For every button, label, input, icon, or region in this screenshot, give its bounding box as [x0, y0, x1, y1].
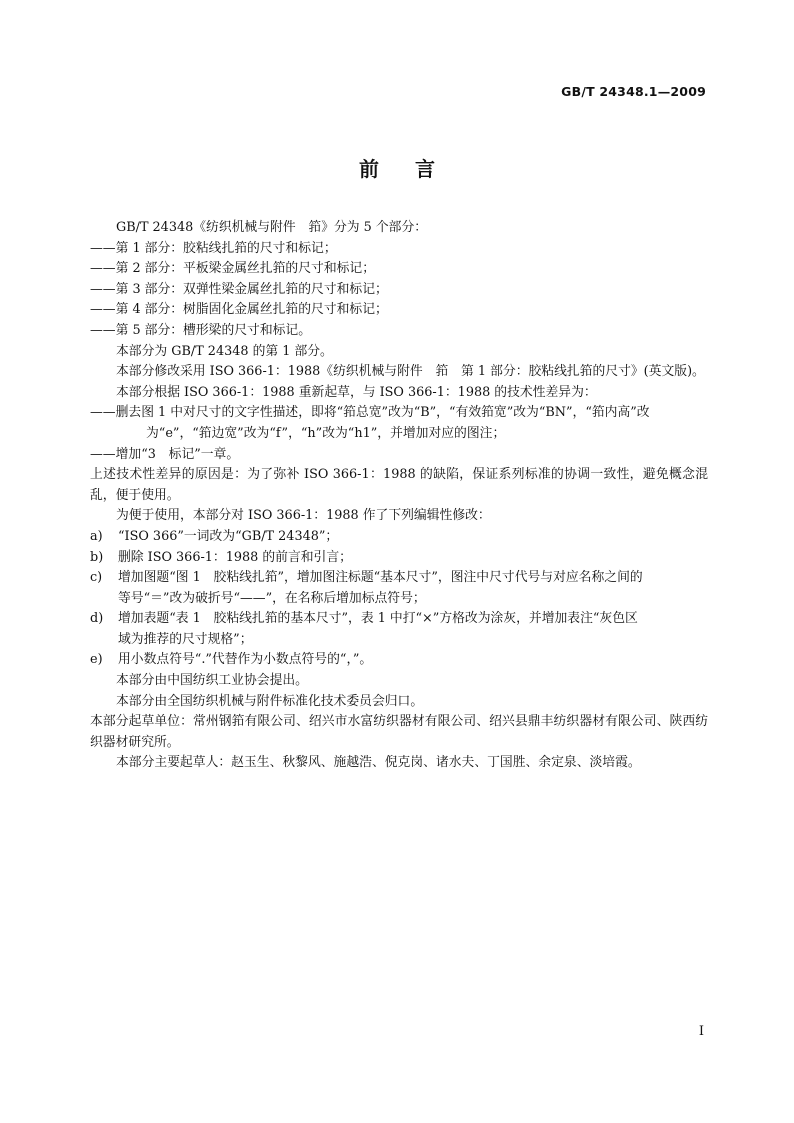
drafters-paragraph: 本部分主要起草人：赵玉生、秋黎风、施越浩、倪克岗、诸水夫、丁国胜、余定泉、淡培霞。: [116, 755, 641, 771]
item-label: c): [90, 570, 103, 586]
centralized-paragraph: 本部分由全国纺织机械与附件标准化技术委员会归口。: [116, 693, 424, 709]
list-item: ——第 2 部分：平板梁金属丝扎筘的尺寸和标记；: [90, 261, 376, 277]
list-item: ——第 5 部分：槽形梁的尺寸和标记。: [90, 322, 312, 338]
this-part-paragraph: 本部分为 GB/T 24348 的第 1 部分。: [116, 343, 333, 359]
item-text: 用小数点符号“.”代替作为小数点符号的“，”。: [118, 652, 373, 668]
drafting-units-paragraph: 本部分起草单位：常州钢筘有限公司、绍兴市水富纺织器材有限公司、绍兴县鼎丰纺织器材有限公司、陕西纺织器材研究所。: [90, 714, 708, 750]
item-label: e): [90, 652, 103, 668]
list-item: ——第 1 部分：胶粘线扎筘的尺寸和标记；: [90, 240, 337, 256]
differences-paragraph: 本部分根据 ISO 366-1：1988 重新起草，与 ISO 366-1：1988 的技术性差异为：: [116, 384, 597, 400]
adoption-paragraph: 本部分修改采用 ISO 366-1：1988《纺织机械与附件 筘 第 1 部分：胶粘线扎筘的尺寸》(英文版)。: [116, 364, 705, 380]
item-label: a): [90, 528, 103, 544]
editorial-item: [90, 609, 708, 650]
difference-item: ——删去图 1 中对尺寸的文字性描述，即将“筘总宽”改为“B”，“有效筘宽”改为“BN”，“筘内高”改: [90, 405, 650, 421]
page-number: I: [698, 1024, 704, 1039]
standard-number: GB/T 24348.1—2009: [561, 84, 706, 99]
item-text: 删除 ISO 366-1：1988 的前言和引言；: [118, 549, 352, 565]
proposed-paragraph: 本部分由中国纺织工业协会提出。: [116, 673, 308, 689]
editorial-paragraph: 为便于使用，本部分对 ISO 366-1：1988 作了下列编辑性修改：: [116, 508, 491, 524]
difference-item-continued: 为“e”，“筘边宽”改为“f”，“h”改为“h1”，并增加对应的图注；: [146, 425, 506, 441]
item-text: 增加表题“表 1 胶粘线扎筘的基本尺寸”，表 1 中打“×”方格改为涂灰，并增加表注“灰色区: [118, 611, 638, 627]
item-text: “ISO 366”一词改为“GB/T 24348”；: [118, 528, 339, 544]
page-title: 前言: [359, 157, 471, 181]
list-item: ——第 3 部分：双弹性梁金属丝扎筘的尺寸和标记；: [90, 281, 388, 297]
editorial-item: [90, 650, 708, 671]
item-text-continued: 等号“＝”改为破折号“——”，在名称后增加标点符号；: [118, 590, 426, 606]
difference-item: ——增加“3 标记”一章。: [90, 446, 240, 462]
reason-paragraph: 上述技术性差异的原因是：为了弥补 ISO 366-1：1988 的缺陷，保证系列标准的协调一致性，避免概念混乱，便于使用。: [90, 467, 708, 503]
item-text-continued: 域为推荐的尺寸规格”；: [118, 631, 253, 647]
list-item: ——第 4 部分：树脂固化金属丝扎筘的尺寸和标记；: [90, 302, 388, 318]
intro-paragraph: GB/T 24348《纺织机械与附件 筘》分为 5 个部分：: [116, 220, 428, 235]
editorial-item: [90, 568, 708, 609]
item-label: d): [90, 611, 104, 627]
editorial-item: [90, 527, 708, 548]
editorial-item: [90, 548, 708, 569]
document-body: [90, 218, 708, 774]
item-label: b): [90, 549, 104, 565]
item-text: 增加图题“图 1 胶粘线扎筘”，增加图注标题“基本尺寸”，图注中尺寸代号与对应名称之间的: [118, 570, 643, 586]
